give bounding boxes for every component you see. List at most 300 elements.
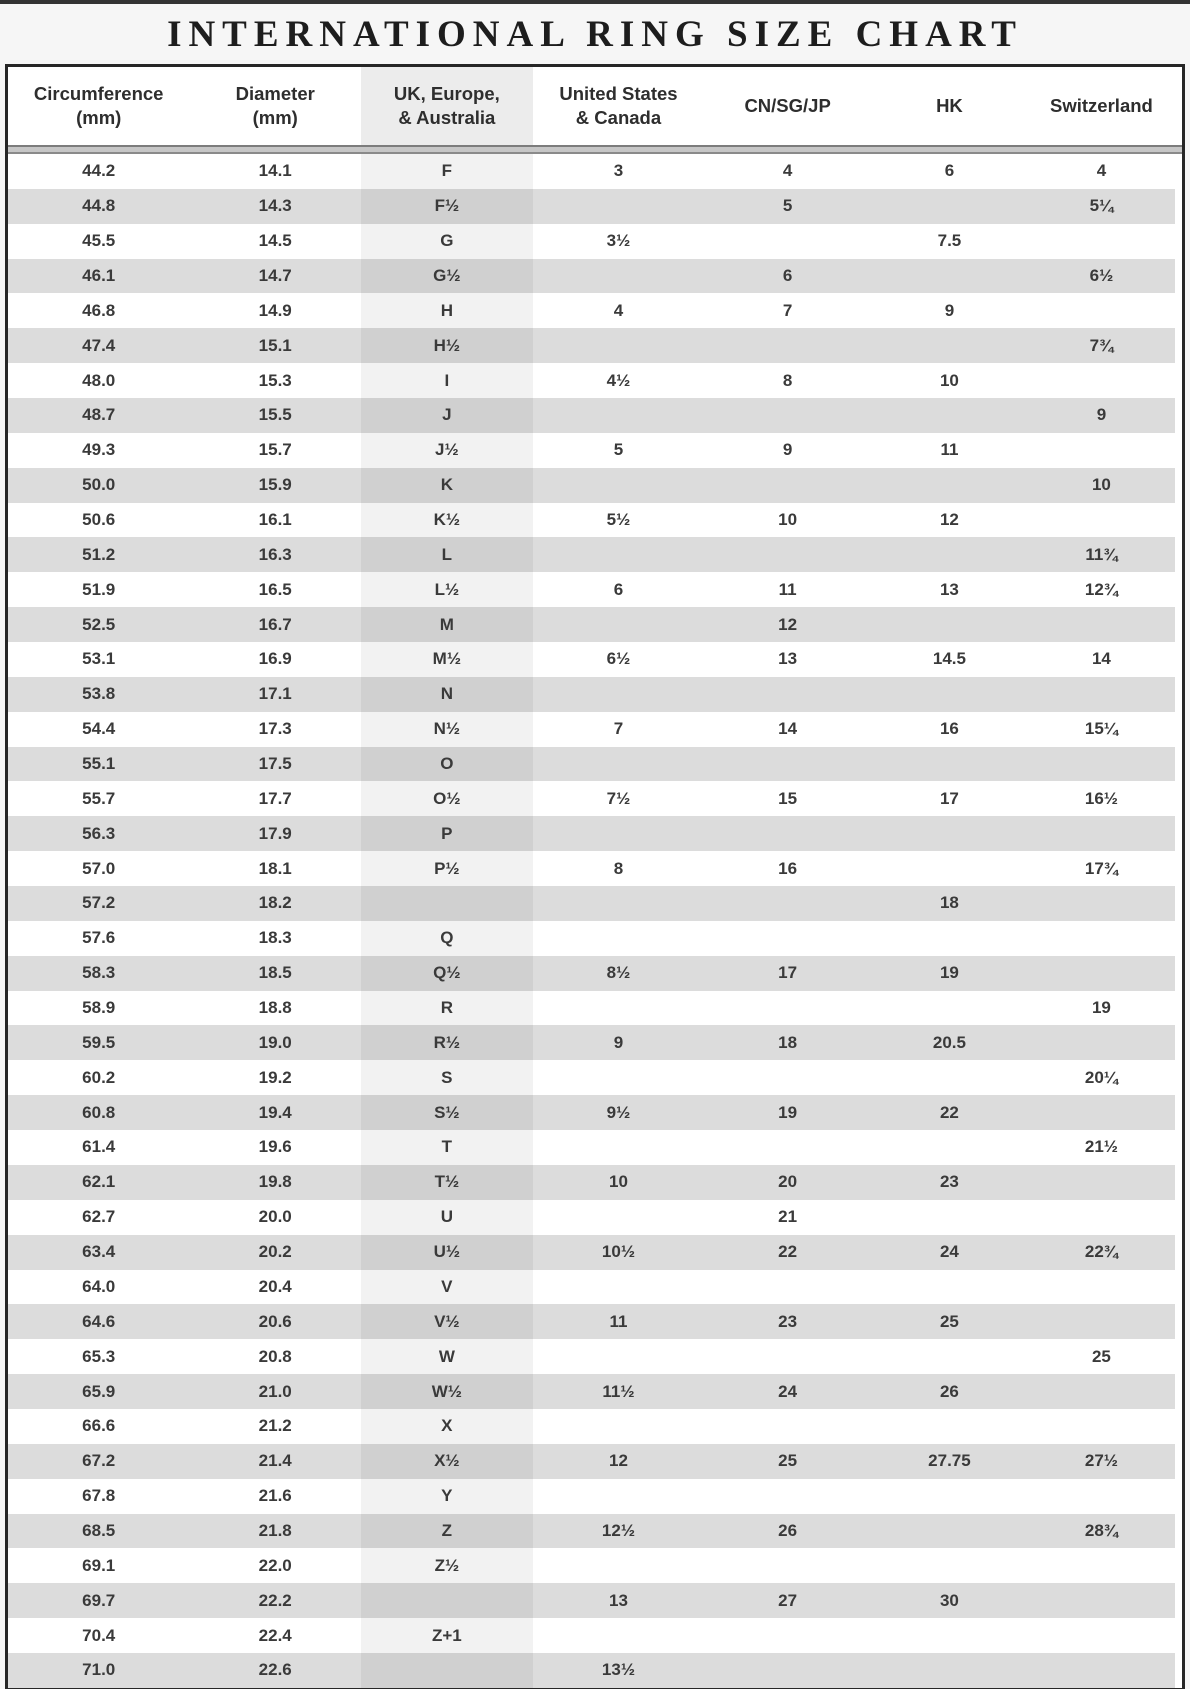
cell-circumference-mm: 59.5 (82, 1032, 116, 1052)
cell-cn-sg-jp: 14 (778, 719, 798, 739)
cell-hk (871, 1339, 1028, 1374)
cell-diameter-mm: 20.8 (258, 1346, 292, 1366)
cell-diameter-mm: 22.0 (258, 1555, 292, 1575)
cell-diameter-mm: 15.5 (258, 405, 292, 425)
cell-hk (871, 816, 1028, 851)
cell-cn-sg-jp (704, 886, 871, 921)
cell-cn-sg-jp: 18 (778, 1032, 798, 1052)
cell-circumference-mm: 66.6 (82, 1416, 116, 1436)
column-header-hk (871, 67, 1028, 145)
cell-hk (871, 1200, 1028, 1235)
cell-switzerland (1028, 1270, 1175, 1305)
cell-circumference-mm: 44.2 (82, 161, 116, 181)
cell-hk (871, 1618, 1028, 1653)
cell-hk (871, 1548, 1028, 1583)
cell-switzerland: 7¾ (1089, 335, 1114, 355)
cell-switzerland (1028, 1548, 1175, 1583)
table-row (8, 572, 1175, 607)
cell-switzerland (1028, 921, 1175, 956)
cell-switzerland (1028, 1304, 1175, 1339)
cell-cn-sg-jp: 20 (778, 1172, 798, 1192)
column-header-circumference (8, 67, 189, 145)
cell-diameter-mm: 20.2 (258, 1242, 292, 1262)
cell-diameter-mm: 21.0 (258, 1381, 292, 1401)
cell-hk (871, 1270, 1028, 1305)
column-header-us-canada (533, 67, 705, 145)
table-row (8, 537, 1175, 572)
cell-switzerland (1028, 363, 1175, 398)
table-row (8, 886, 1175, 921)
cell-hk: 27.75 (928, 1451, 971, 1471)
cell-circumference-mm: 52.5 (82, 614, 116, 634)
cell-us-canada (533, 921, 705, 956)
table-row (8, 1165, 1175, 1200)
cell-switzerland (1028, 1165, 1175, 1200)
cell-switzerland (1028, 816, 1175, 851)
cell-uk-europe-australia: X (361, 1409, 533, 1444)
cell-cn-sg-jp (704, 816, 871, 851)
cell-switzerland: 15¼ (1084, 719, 1118, 739)
cell-us-canada (533, 747, 705, 782)
header-line: Diameter (235, 82, 315, 104)
table-row (8, 1095, 1175, 1130)
cell-hk (871, 921, 1028, 956)
cell-cn-sg-jp (704, 468, 871, 503)
cell-cn-sg-jp (704, 328, 871, 363)
table-row (8, 293, 1175, 328)
cell-circumference-mm: 57.6 (82, 928, 116, 948)
cell-hk (871, 1479, 1028, 1514)
cell-diameter-mm: 18.5 (258, 963, 292, 983)
cell-cn-sg-jp (704, 224, 871, 259)
cell-us-canada (533, 1339, 705, 1374)
cell-switzerland (1028, 1200, 1175, 1235)
table-row (8, 224, 1175, 259)
cell-diameter-mm: 15.9 (258, 475, 292, 495)
cell-cn-sg-jp: 16 (778, 858, 798, 878)
cell-circumference-mm: 53.8 (82, 684, 116, 704)
cell-uk-europe-australia: N (361, 677, 533, 712)
cell-diameter-mm: 22.2 (258, 1590, 292, 1610)
cell-cn-sg-jp (704, 1479, 871, 1514)
cell-us-canada: 12 (609, 1451, 628, 1471)
cell-diameter-mm: 18.2 (258, 893, 292, 913)
cell-cn-sg-jp (704, 537, 871, 572)
cell-uk-europe-australia: N½ (361, 712, 533, 747)
cell-cn-sg-jp (704, 1409, 871, 1444)
cell-hk (871, 1514, 1028, 1549)
cell-circumference-mm: 47.4 (82, 335, 116, 355)
cell-circumference-mm: 67.8 (82, 1486, 116, 1506)
cell-circumference-mm: 68.5 (82, 1520, 116, 1540)
cell-circumference-mm: 56.3 (82, 823, 116, 843)
cell-diameter-mm: 15.1 (258, 335, 292, 355)
cell-us-canada (533, 816, 705, 851)
cell-uk-europe-australia: V (361, 1270, 533, 1305)
cell-circumference-mm: 58.3 (82, 963, 116, 983)
cell-us-canada (533, 1479, 705, 1514)
cell-diameter-mm: 16.9 (258, 649, 292, 669)
cell-circumference-mm: 45.5 (82, 231, 116, 251)
cell-circumference-mm: 60.8 (82, 1102, 116, 1122)
cell-diameter-mm: 15.3 (258, 370, 292, 390)
cell-cn-sg-jp: 11 (778, 579, 797, 599)
cell-circumference-mm: 55.1 (82, 754, 116, 774)
cell-hk: 23 (939, 1172, 959, 1192)
cell-switzerland (1028, 747, 1175, 782)
table-body (8, 154, 1182, 1688)
cell-uk-europe-australia: L½ (361, 572, 533, 607)
cell-cn-sg-jp: 25 (778, 1451, 798, 1471)
table-row (8, 1618, 1175, 1653)
cell-cn-sg-jp: 19 (778, 1102, 798, 1122)
cell-hk (871, 677, 1028, 712)
table-row (8, 1025, 1175, 1060)
cell-switzerland: 9 (1096, 405, 1107, 425)
cell-hk (871, 1409, 1028, 1444)
cell-hk: 20.5 (932, 1032, 966, 1052)
cell-switzerland (1028, 293, 1175, 328)
cell-switzerland (1028, 503, 1175, 538)
cell-cn-sg-jp (704, 1339, 871, 1374)
table-row (8, 816, 1175, 851)
cell-switzerland: 22¾ (1084, 1242, 1118, 1262)
cell-circumference-mm: 46.8 (82, 300, 116, 320)
cell-diameter-mm: 18.8 (258, 998, 292, 1018)
cell-circumference-mm: 71.0 (82, 1660, 116, 1680)
cell-diameter-mm: 19.8 (258, 1172, 292, 1192)
cell-hk (871, 398, 1028, 433)
cell-hk: 16 (939, 719, 959, 739)
cell-circumference-mm: 50.6 (82, 510, 116, 530)
cell-uk-europe-australia: W½ (361, 1374, 533, 1409)
cell-uk-europe-australia: K (361, 468, 533, 503)
cell-us-canada (533, 1060, 705, 1095)
cell-switzerland (1028, 224, 1175, 259)
cell-switzerland: 19 (1091, 998, 1111, 1018)
cell-diameter-mm: 14.9 (258, 300, 292, 320)
cell-diameter-mm: 16.1 (258, 510, 292, 530)
cell-hk (871, 189, 1028, 224)
cell-cn-sg-jp (704, 747, 871, 782)
cell-circumference-mm: 46.1 (82, 266, 116, 285)
cell-cn-sg-jp (704, 1618, 871, 1653)
cell-diameter-mm: 19.0 (258, 1032, 292, 1052)
table-row (8, 1583, 1175, 1618)
cell-cn-sg-jp (704, 921, 871, 956)
cell-diameter-mm: 14.7 (258, 266, 292, 285)
cell-diameter-mm: 19.4 (258, 1102, 292, 1122)
cell-us-canada (533, 677, 705, 712)
cell-us-canada: 5½ (606, 510, 631, 530)
cell-us-canada (533, 259, 705, 294)
cell-switzerland (1028, 1095, 1175, 1130)
cell-hk: 6 (944, 161, 955, 181)
table-row (8, 1514, 1175, 1549)
cell-switzerland (1028, 1409, 1175, 1444)
cell-us-canada (533, 537, 705, 572)
cell-uk-europe-australia (361, 1583, 533, 1618)
cell-us-canada: 7½ (606, 788, 631, 808)
cell-uk-europe-australia: T (361, 1130, 533, 1165)
table-row (8, 1235, 1175, 1270)
cell-circumference-mm: 53.1 (82, 649, 116, 669)
table-row (8, 1653, 1175, 1688)
table-row (8, 921, 1175, 956)
cell-switzerland: 14 (1091, 649, 1111, 669)
cell-uk-europe-australia: R½ (361, 1025, 533, 1060)
cell-us-canada: 10 (609, 1172, 628, 1192)
cell-us-canada: 8 (613, 858, 624, 878)
cell-uk-europe-australia (361, 886, 533, 921)
cell-diameter-mm: 16.5 (258, 579, 292, 599)
cell-cn-sg-jp: 24 (778, 1381, 798, 1401)
cell-switzerland (1028, 1374, 1175, 1409)
cell-us-canada (533, 1618, 705, 1653)
ring-size-table (5, 64, 1185, 1689)
header-line: UK, Europe, (393, 82, 500, 104)
cell-hk (871, 328, 1028, 363)
table-row (8, 607, 1175, 642)
cell-uk-europe-australia: S½ (361, 1095, 533, 1130)
table-row (8, 1270, 1175, 1305)
cell-hk: 22 (939, 1102, 959, 1122)
cell-us-canada: 12½ (601, 1520, 635, 1540)
cell-switzerland: 25 (1091, 1346, 1111, 1366)
cell-cn-sg-jp (704, 1130, 871, 1165)
cell-switzerland (1028, 433, 1175, 468)
cell-circumference-mm: 64.0 (82, 1276, 116, 1296)
cell-cn-sg-jp: 21 (778, 1207, 798, 1227)
table-row (8, 1200, 1175, 1235)
header-line: (mm) (76, 107, 122, 128)
table-row (8, 677, 1175, 712)
cell-uk-europe-australia: P (361, 816, 533, 851)
cell-hk (871, 747, 1028, 782)
cell-switzerland (1028, 886, 1175, 921)
cell-circumference-mm: 44.8 (82, 196, 116, 216)
cell-uk-europe-australia: M½ (361, 642, 533, 677)
cell-circumference-mm: 48.0 (82, 370, 116, 390)
cell-uk-europe-australia: W (361, 1339, 533, 1374)
cell-switzerland: 28¾ (1084, 1520, 1118, 1540)
cell-circumference-mm: 48.7 (82, 405, 116, 425)
cell-uk-europe-australia: S (361, 1060, 533, 1095)
cell-diameter-mm: 21.8 (258, 1520, 292, 1540)
cell-cn-sg-jp: 9 (782, 440, 793, 460)
cell-hk: 7.5 (937, 231, 962, 251)
cell-switzerland (1028, 956, 1175, 991)
cell-uk-europe-australia: M (361, 607, 533, 642)
cell-circumference-mm: 50.0 (82, 475, 116, 495)
cell-us-canada (533, 886, 705, 921)
cell-uk-europe-australia: U (361, 1200, 533, 1235)
cell-hk (871, 1060, 1028, 1095)
cell-circumference-mm: 55.7 (82, 788, 116, 808)
header-line: & Australia (398, 107, 496, 128)
cell-cn-sg-jp (704, 398, 871, 433)
cell-hk: 13 (939, 579, 959, 599)
cell-cn-sg-jp: 22 (778, 1242, 798, 1262)
cell-hk (871, 851, 1028, 886)
cell-uk-europe-australia: Z (361, 1514, 533, 1549)
header-line: Switzerland (1050, 94, 1153, 116)
cell-cn-sg-jp (704, 1270, 871, 1305)
cell-switzerland (1028, 1653, 1175, 1688)
table-row (8, 398, 1175, 433)
cell-hk: 10 (939, 370, 959, 390)
cell-diameter-mm: 16.7 (258, 614, 292, 634)
cell-circumference-mm: 57.0 (82, 858, 116, 878)
cell-cn-sg-jp: 10 (778, 510, 798, 530)
cell-us-canada (533, 468, 705, 503)
cell-hk: 18 (939, 893, 959, 913)
cell-hk (871, 607, 1028, 642)
cell-circumference-mm: 69.1 (82, 1555, 116, 1575)
column-header-diameter (189, 67, 361, 145)
cell-hk (871, 259, 1028, 294)
cell-us-canada (533, 1548, 705, 1583)
cell-hk: 12 (939, 510, 959, 530)
cell-cn-sg-jp: 15 (778, 788, 798, 808)
cell-diameter-mm: 19.2 (258, 1067, 292, 1087)
cell-cn-sg-jp: 26 (778, 1520, 798, 1540)
cell-cn-sg-jp: 6 (782, 266, 793, 285)
cell-switzerland: 20¼ (1084, 1067, 1118, 1087)
cell-hk: 26 (939, 1381, 959, 1401)
cell-us-canada: 3 (613, 161, 624, 181)
cell-hk (871, 537, 1028, 572)
cell-uk-europe-australia: R (361, 991, 533, 1026)
cell-diameter-mm: 17.9 (258, 823, 292, 843)
cell-us-canada: 11½ (602, 1381, 635, 1401)
table-header-row (8, 67, 1182, 145)
cell-circumference-mm: 65.3 (82, 1346, 116, 1366)
cell-circumference-mm: 51.2 (82, 544, 116, 564)
cell-hk: 9 (944, 300, 955, 320)
cell-hk: 24 (939, 1242, 959, 1262)
cell-switzerland: 5¼ (1089, 196, 1114, 216)
page-title: INTERNATIONAL RING SIZE CHART (167, 14, 1023, 55)
cell-uk-europe-australia: Q (361, 921, 533, 956)
cell-uk-europe-australia: L (361, 537, 533, 572)
cell-cn-sg-jp (704, 1548, 871, 1583)
cell-hk: 30 (939, 1590, 959, 1610)
cell-circumference-mm: 61.4 (82, 1137, 116, 1157)
cell-us-canada: 4 (613, 300, 624, 320)
cell-cn-sg-jp (704, 677, 871, 712)
cell-diameter-mm: 21.2 (258, 1416, 292, 1436)
cell-us-canada: 7 (613, 719, 624, 739)
table-row (8, 1374, 1175, 1409)
cell-switzerland (1028, 1479, 1175, 1514)
cell-switzerland: 11¾ (1085, 544, 1118, 564)
cell-us-canada: 3½ (606, 231, 631, 251)
cell-diameter-mm: 22.4 (258, 1625, 292, 1645)
table-row (8, 642, 1175, 677)
cell-switzerland: 4 (1096, 161, 1107, 181)
table-row (8, 1339, 1175, 1374)
cell-us-canada (533, 189, 705, 224)
cell-us-canada (533, 991, 705, 1026)
cell-circumference-mm: 58.9 (82, 998, 116, 1018)
header-line: & Canada (575, 107, 662, 128)
cell-us-canada (533, 1130, 705, 1165)
cell-switzerland: 17¾ (1084, 858, 1118, 878)
cell-cn-sg-jp: 13 (778, 649, 798, 669)
cell-hk: 19 (939, 963, 959, 983)
cell-uk-europe-australia: V½ (361, 1304, 533, 1339)
cell-diameter-mm: 17.1 (258, 684, 292, 704)
header-line: HK (936, 94, 963, 116)
cell-us-canada (533, 1200, 705, 1235)
cell-uk-europe-australia: O (361, 747, 533, 782)
cell-uk-europe-australia: F (361, 154, 533, 189)
cell-diameter-mm: 17.3 (258, 719, 292, 739)
cell-circumference-mm: 62.7 (82, 1207, 116, 1227)
cell-us-canada: 13 (609, 1590, 628, 1610)
cell-circumference-mm: 57.2 (82, 893, 116, 913)
cell-uk-europe-australia: G½ (361, 259, 533, 294)
cell-uk-europe-australia: X½ (361, 1444, 533, 1479)
cell-switzerland: 12¾ (1084, 579, 1118, 599)
table-row (8, 328, 1175, 363)
cell-diameter-mm: 20.0 (258, 1207, 292, 1227)
cell-switzerland: 6½ (1089, 266, 1114, 285)
cell-switzerland (1028, 677, 1175, 712)
table-row (8, 503, 1175, 538)
table-row (8, 1409, 1175, 1444)
cell-circumference-mm: 70.4 (82, 1625, 116, 1645)
cell-us-canada: 9 (613, 1032, 624, 1052)
header-line: United States (559, 82, 678, 104)
cell-circumference-mm: 49.3 (82, 440, 116, 460)
cell-cn-sg-jp: 4 (782, 161, 793, 181)
table-row (8, 1479, 1175, 1514)
cell-uk-europe-australia: Y (361, 1479, 533, 1514)
cell-switzerland: 21½ (1084, 1137, 1118, 1157)
cell-switzerland: 27½ (1084, 1451, 1118, 1471)
cell-diameter-mm: 17.7 (258, 788, 292, 808)
table-row (8, 747, 1175, 782)
table-row (8, 363, 1175, 398)
cell-switzerland: 10 (1091, 475, 1111, 495)
cell-circumference-mm: 62.1 (82, 1172, 116, 1192)
cell-diameter-mm: 14.5 (258, 231, 292, 251)
cell-cn-sg-jp (704, 1060, 871, 1095)
cell-hk: 25 (939, 1311, 959, 1331)
cell-hk: 14.5 (932, 649, 966, 669)
cell-hk: 17 (939, 788, 959, 808)
cell-uk-europe-australia: F½ (361, 189, 533, 224)
cell-diameter-mm: 18.1 (258, 858, 292, 878)
cell-switzerland (1028, 1583, 1175, 1618)
cell-us-canada: 9½ (606, 1102, 631, 1122)
cell-cn-sg-jp: 12 (778, 614, 798, 634)
cell-hk (871, 991, 1028, 1026)
header-line: (mm) (252, 107, 298, 128)
cell-circumference-mm: 54.4 (82, 719, 116, 739)
cell-uk-europe-australia: J (361, 398, 533, 433)
cell-uk-europe-australia: Z+1 (361, 1618, 533, 1653)
cell-circumference-mm: 67.2 (82, 1451, 116, 1471)
table-row (8, 1548, 1175, 1583)
cell-uk-europe-australia: Q½ (361, 956, 533, 991)
cell-us-canada: 13½ (601, 1660, 635, 1680)
cell-diameter-mm: 15.7 (258, 440, 292, 460)
table-row (8, 991, 1175, 1026)
cell-switzerland (1028, 1025, 1175, 1060)
